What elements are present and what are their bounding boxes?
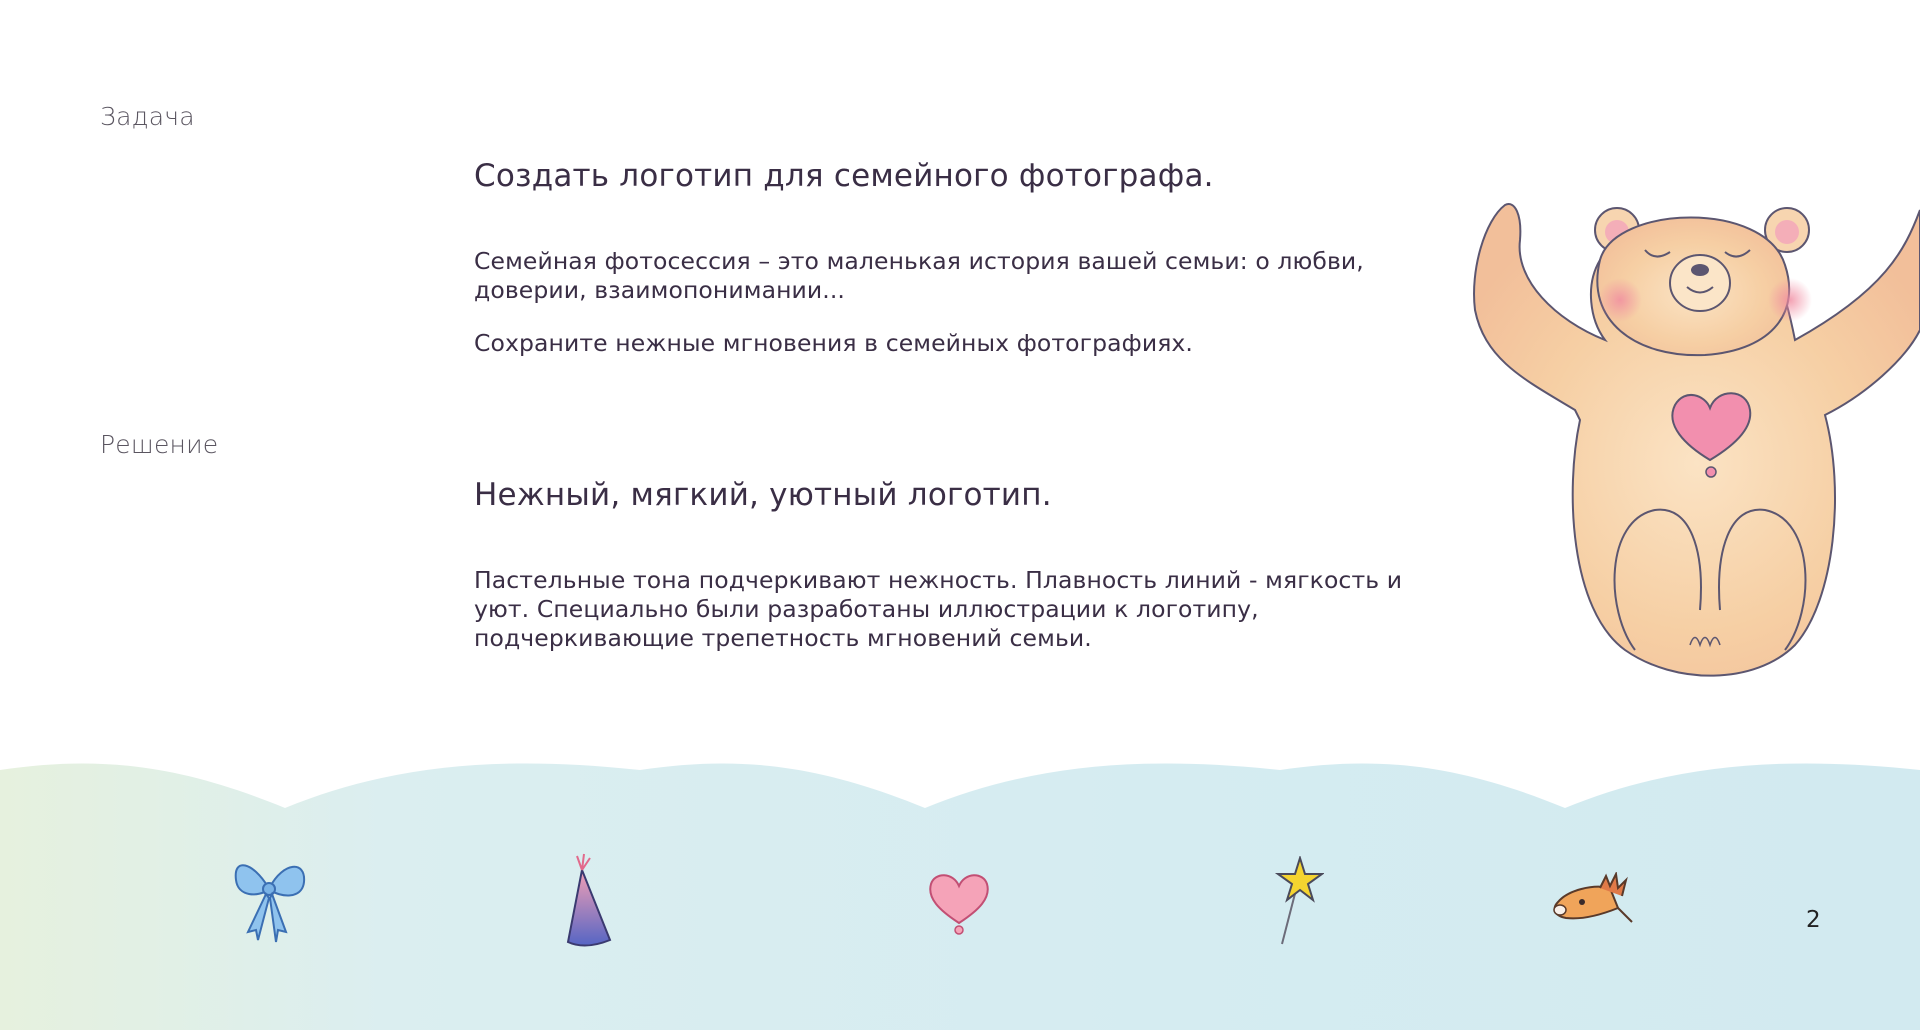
task-paragraph-2: Сохраните нежные мгновения в семейных фотографиях.: [474, 329, 1194, 357]
heart-icon: [925, 868, 993, 938]
task-paragraph-1: Семейная фотосессия – это маленькая история вашей семьи: о любви, доверии, взаимопонимании...: [474, 247, 1364, 304]
star-wand-icon: [1272, 856, 1324, 946]
bow-icon: [228, 852, 310, 946]
solution-heading: Нежный, мягкий, уютный логотип.: [474, 477, 1052, 513]
solution-paragraph: Пастельные тона подчеркивают нежность. Плавность линий - мягкость и уют. Специально были разработаны иллюстрации к логотипу, подчеркивающие трепетность мгновений семьи.: [474, 566, 1403, 652]
task-heading: Создать логотип для семейного фотографа.: [474, 158, 1214, 194]
solution-label: Решение: [100, 430, 219, 459]
task-label: Задача: [100, 102, 195, 131]
bear-illustration: [1465, 190, 1920, 680]
party-hat-icon: [560, 852, 620, 950]
page-number: 2: [1806, 907, 1821, 933]
horse-toy-icon: [1548, 872, 1634, 928]
